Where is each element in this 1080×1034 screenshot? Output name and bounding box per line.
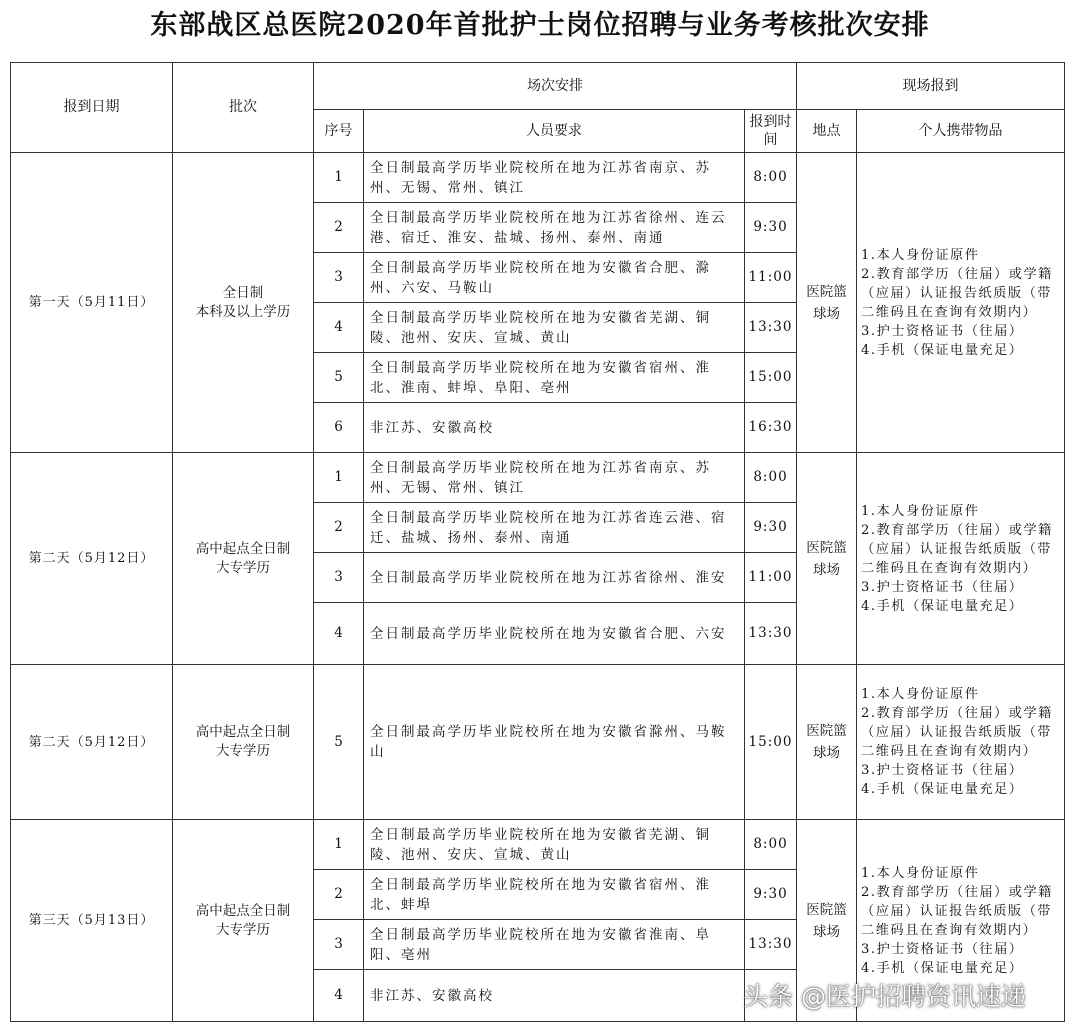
seq-cell: 5 (314, 353, 364, 403)
carry-item: 2.教育部学历（往届）或学籍（应届）认证报告纸质版（带二维码且在查询有效期内） (861, 522, 1053, 576)
carry-item: 4.手机（保证电量充足） (861, 342, 1024, 358)
requirement-cell: 全日制最高学历毕业院校所在地为江苏省南京、苏州、无锡、常州、镇江 (364, 153, 745, 203)
time-cell: 11:00 (745, 553, 797, 603)
location-cell: 医院篮球场 (797, 153, 857, 453)
seq-cell: 4 (314, 970, 364, 1022)
location-cell: 医院篮球场 (797, 453, 857, 665)
batch-line: 高中起点全日制 (195, 540, 291, 557)
seq-cell: 2 (314, 203, 364, 253)
batch-line: 大专学历 (216, 559, 270, 576)
carry-item: 1.本人身份证原件 (861, 865, 980, 881)
seq-cell: 6 (314, 403, 364, 453)
table-row (11, 820, 1065, 870)
time-cell: 8:00 (745, 453, 797, 503)
header-session-group: 场次安排 (314, 63, 797, 110)
batch-cell (173, 820, 314, 1022)
batch-cell (173, 665, 314, 820)
batch-line: 大专学历 (216, 743, 270, 759)
time-cell: 15:00 (745, 353, 797, 403)
seq-cell: 3 (314, 253, 364, 303)
requirement-cell: 非江苏、安徽高校 (364, 403, 745, 453)
seq-cell: 5 (314, 665, 364, 820)
header-date: 报到日期 (11, 63, 173, 153)
seq-cell: 1 (314, 820, 364, 870)
time-cell: 15:00 (745, 665, 797, 820)
batch-cell (173, 453, 314, 665)
time-cell: 8:00 (745, 820, 797, 870)
watermark: 头条 @医护招聘资讯速递 (743, 982, 1026, 1011)
requirement-cell: 全日制最高学历毕业院校所在地为安徽省合肥、滁州、六安、马鞍山 (364, 253, 745, 303)
items-cell (857, 153, 1065, 453)
date-cell: 第二天（5月12日） (11, 665, 173, 820)
location-cell: 医院篮球场 (797, 820, 857, 1022)
batch-line: 高中起点全日制 (195, 724, 291, 740)
carry-item: 3.护士资格证书（往届） (861, 941, 1024, 957)
batch-cell (173, 153, 314, 453)
requirement-cell: 全日制最高学历毕业院校所在地为安徽省芜湖、铜陵、池州、安庆、宣城、黄山 (364, 820, 745, 870)
time-cell: 11:00 (745, 253, 797, 303)
time-cell: 8:00 (745, 153, 797, 203)
time-cell: 16:30 (745, 403, 797, 453)
table-row (11, 665, 1065, 820)
carry-item: 3.护士资格证书（往届） (861, 323, 1024, 339)
carry-item: 3.护士资格证书（往届） (861, 579, 1024, 595)
seq-cell: 1 (314, 453, 364, 503)
header-location: 地点 (797, 110, 857, 153)
date-cell: 第二天（5月12日） (11, 453, 173, 665)
seq-cell: 3 (314, 920, 364, 970)
time-cell: 9:30 (745, 503, 797, 553)
requirement-cell: 全日制最高学历毕业院校所在地为安徽省淮南、阜阳、亳州 (364, 920, 745, 970)
date-cell: 第三天（5月13日） (11, 820, 173, 1022)
header-items: 个人携带物品 (857, 110, 1065, 153)
header-batch: 批次 (173, 63, 314, 153)
requirement-cell: 全日制最高学历毕业院校所在地为江苏省徐州、淮安 (364, 553, 745, 603)
seq-cell: 1 (314, 153, 364, 203)
time-cell: 13:30 (745, 603, 797, 665)
requirement-cell: 全日制最高学历毕业院校所在地为安徽省滁州、马鞍山 (364, 665, 745, 820)
carry-item: 4.手机（保证电量充足） (861, 598, 1024, 614)
page-title: 东部战区总医院2020年首批护士岗位招聘与业务考核批次安排 (150, 10, 930, 41)
requirement-cell: 全日制最高学历毕业院校所在地为江苏省连云港、宿迁、盐城、扬州、泰州、南通 (364, 503, 745, 553)
requirement-cell: 全日制最高学历毕业院校所在地为安徽省宿州、淮北、淮南、蚌埠、阜阳、亳州 (364, 353, 745, 403)
carry-item: 4.手机（保证电量充足） (861, 782, 1024, 797)
carry-item: 1.本人身份证原件 (861, 687, 980, 702)
items-cell (857, 453, 1065, 665)
location-cell: 医院篮球场 (797, 665, 857, 820)
carry-item: 4.手机（保证电量充足） (861, 960, 1024, 976)
time-cell: 13:30 (745, 920, 797, 970)
date-cell: 第一天（5月11日） (11, 153, 173, 453)
carry-item: 2.教育部学历（往届）或学籍（应届）认证报告纸质版（带二维码且在查询有效期内） (861, 884, 1053, 938)
header-checkin-group: 现场报到 (797, 63, 1065, 110)
seq-cell: 4 (314, 603, 364, 665)
seq-cell: 2 (314, 870, 364, 920)
requirement-cell: 非江苏、安徽高校 (364, 970, 745, 1022)
time-cell: 13:30 (745, 303, 797, 353)
seq-cell: 4 (314, 303, 364, 353)
requirement-cell: 全日制最高学历毕业院校所在地为安徽省宿州、淮北、蚌埠 (364, 870, 745, 920)
requirement-cell: 全日制最高学历毕业院校所在地为安徽省芜湖、铜陵、池州、安庆、宣城、黄山 (364, 303, 745, 353)
time-cell: 9:30 (745, 203, 797, 253)
batch-line: 高中起点全日制 (195, 902, 291, 919)
header-seq: 序号 (314, 110, 364, 153)
batch-line: 大专学历 (216, 921, 270, 938)
batch-line: 全日制 (222, 284, 264, 301)
schedule-table (10, 62, 1065, 1022)
requirement-cell: 全日制最高学历毕业院校所在地为江苏省徐州、连云港、宿迁、淮安、盐城、扬州、泰州、南通 (364, 203, 745, 253)
carry-item: 2.教育部学历（往届）或学籍（应届）认证报告纸质版（带二维码且在查询有效期内） (861, 266, 1053, 320)
table-row (11, 153, 1065, 203)
carry-item: 2.教育部学历（往届）或学籍（应届）认证报告纸质版（带二维码且在查询有效期内） (861, 706, 1053, 759)
carry-item: 1.本人身份证原件 (861, 503, 980, 519)
seq-cell: 3 (314, 553, 364, 603)
seq-cell: 2 (314, 503, 364, 553)
requirement-cell: 全日制最高学历毕业院校所在地为江苏省南京、苏州、无锡、常州、镇江 (364, 453, 745, 503)
table-row (11, 453, 1065, 503)
carry-item: 1.本人身份证原件 (861, 247, 980, 263)
carry-item: 3.护士资格证书（往届） (861, 763, 1024, 778)
header-time: 报到时间 (745, 110, 797, 153)
time-cell: 9:30 (745, 870, 797, 920)
requirement-cell: 全日制最高学历毕业院校所在地为安徽省合肥、六安 (364, 603, 745, 665)
schedule-body (11, 153, 1065, 1022)
batch-line: 本科及以上学历 (195, 303, 291, 320)
items-cell (857, 665, 1065, 820)
header-requirement: 人员要求 (364, 110, 745, 153)
